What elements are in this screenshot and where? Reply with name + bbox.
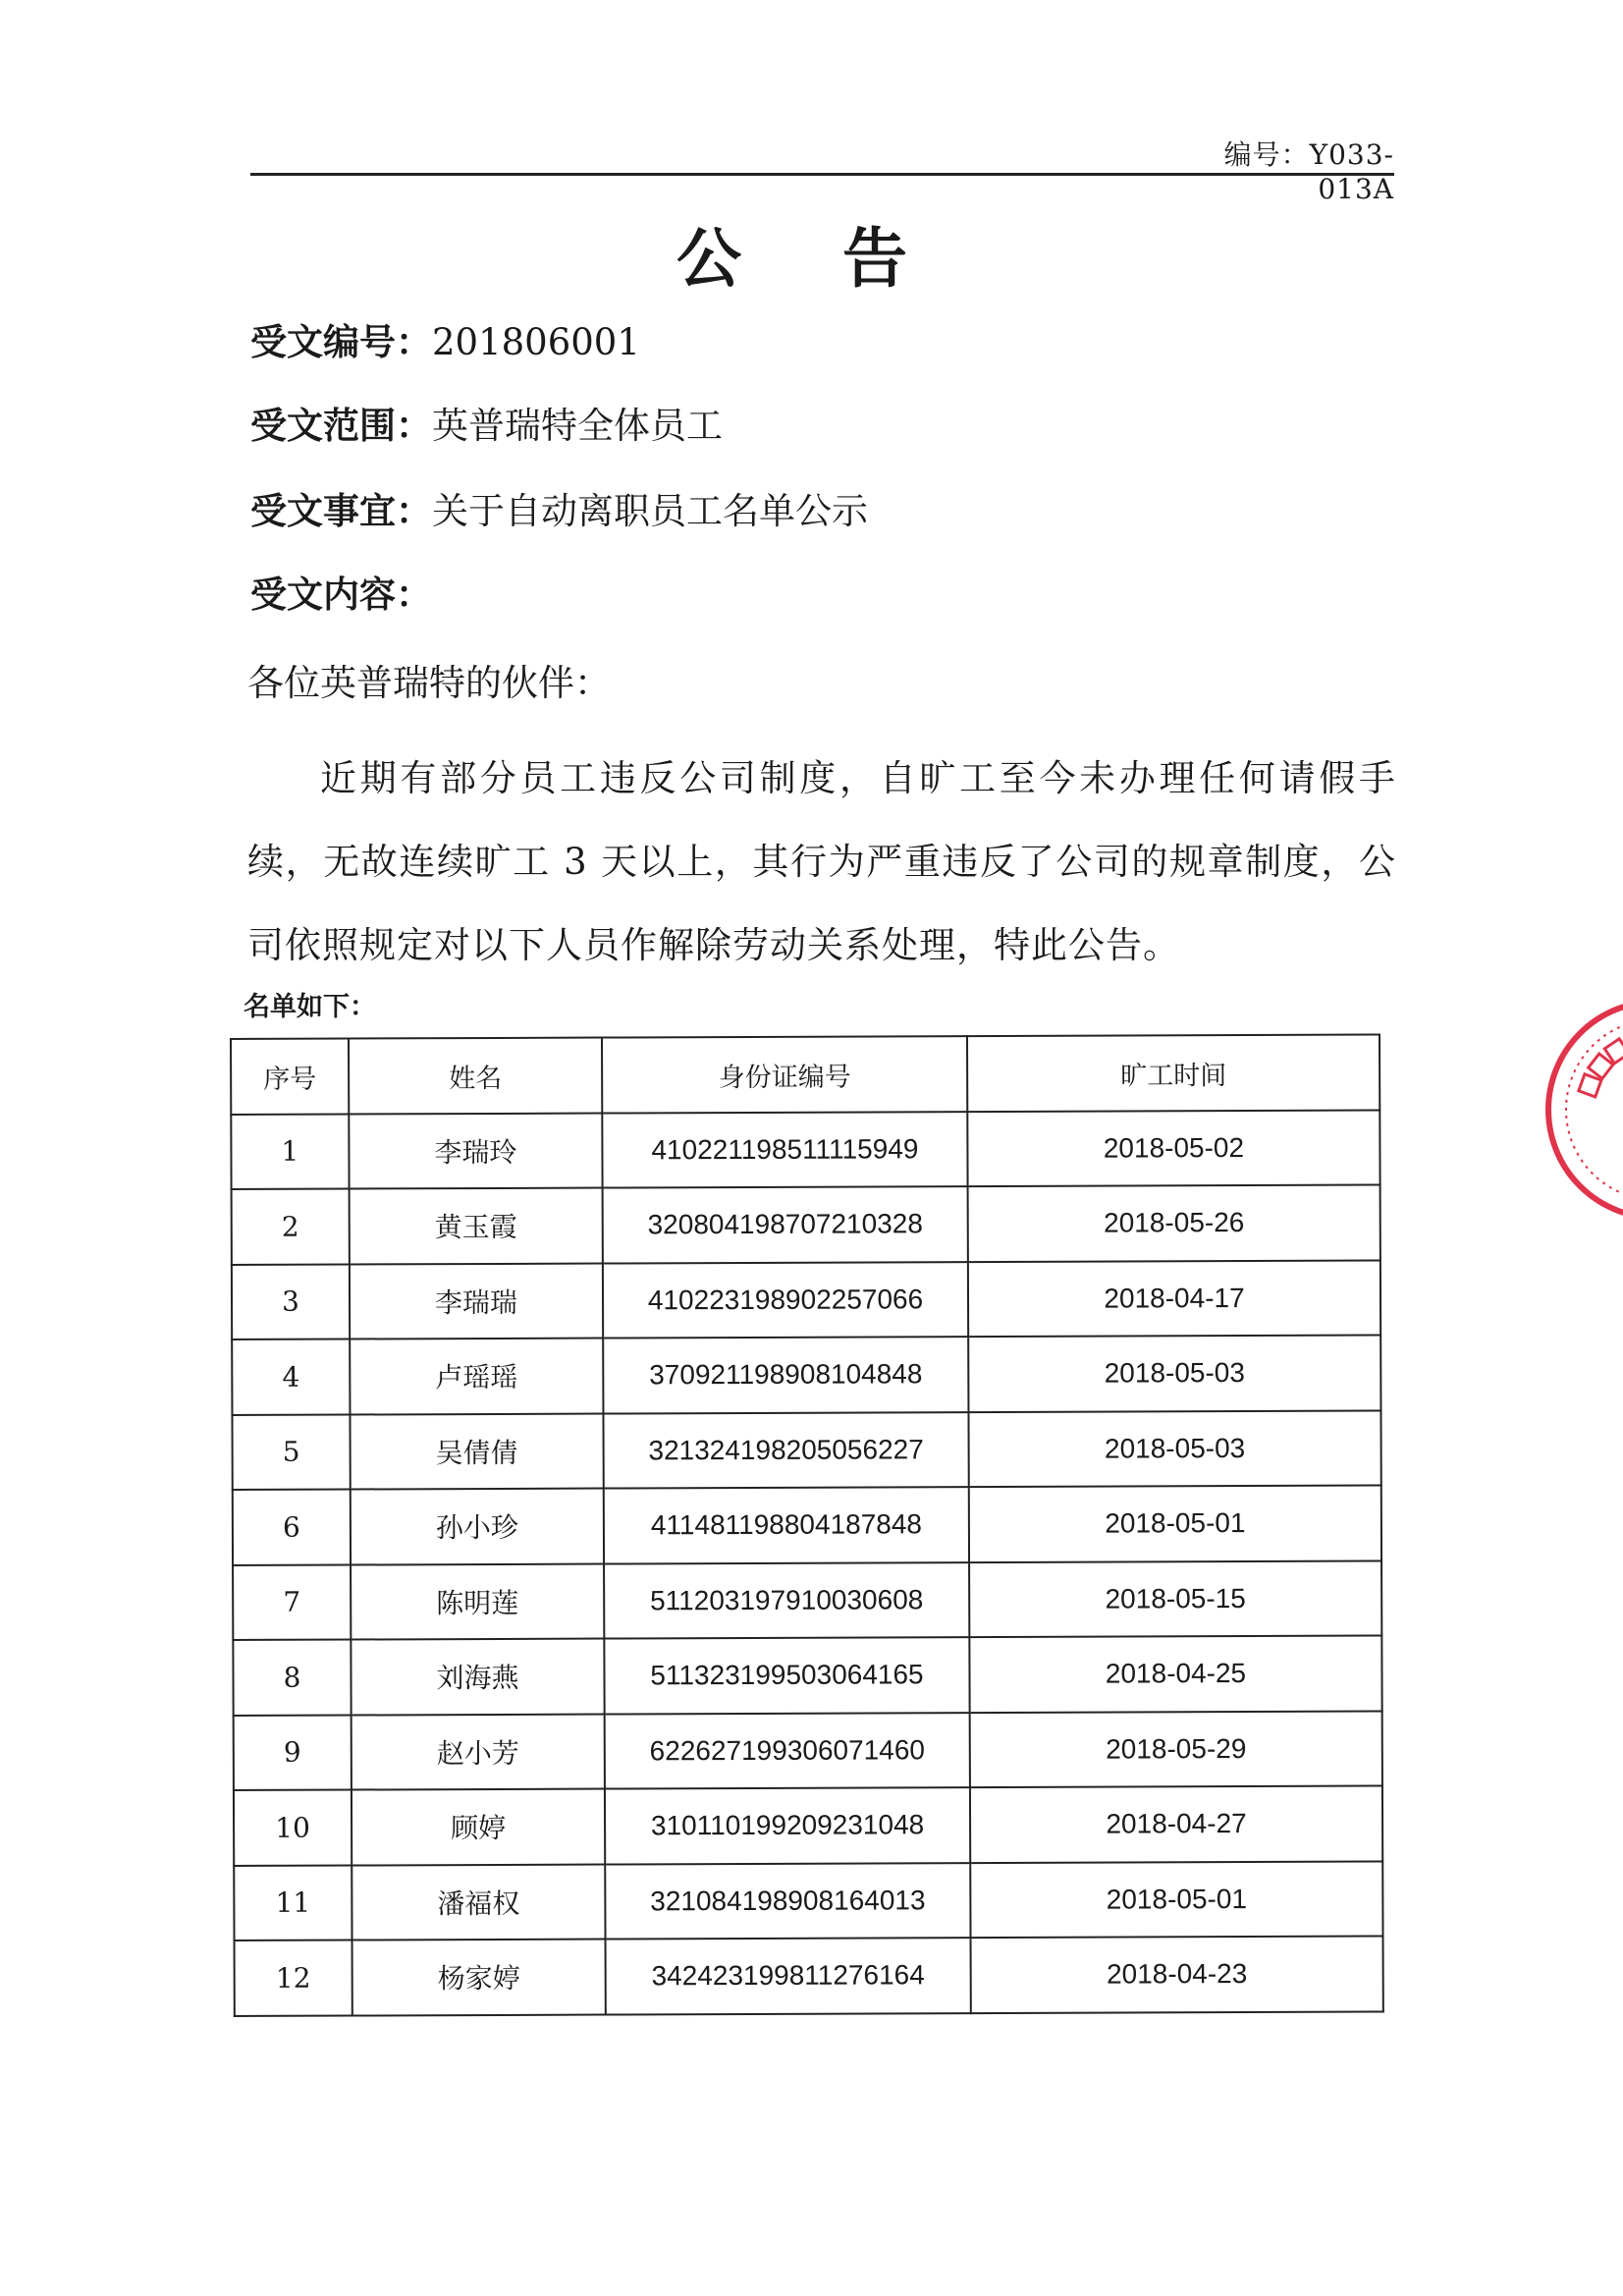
header-id-number: 身份证编号 xyxy=(602,1036,967,1113)
cell-id-number: 511203197910030608 xyxy=(604,1562,969,1639)
cell-index: 12 xyxy=(235,1941,352,2016)
cell-index: 7 xyxy=(233,1564,351,1640)
employee-table xyxy=(230,1033,1384,2016)
cell-id-number: 410223198902257066 xyxy=(603,1262,968,1339)
cell-absence-date: 2018-04-25 xyxy=(969,1635,1381,1712)
cell-index: 8 xyxy=(233,1640,351,1716)
table-row xyxy=(235,1936,1383,2015)
seal-inner-ring xyxy=(1566,1019,1623,1200)
cell-absence-date: 2018-05-03 xyxy=(968,1336,1380,1412)
cell-id-number: 321084198908164013 xyxy=(605,1863,970,1940)
table-row xyxy=(233,1486,1381,1565)
cell-index: 10 xyxy=(234,1790,352,1866)
table-row xyxy=(234,1861,1382,1941)
cell-name: 李瑞瑞 xyxy=(350,1263,603,1339)
cell-absence-date: 2018-04-27 xyxy=(970,1785,1382,1862)
cell-id-number: 342423199811276164 xyxy=(606,1938,971,2014)
header-name: 姓名 xyxy=(349,1038,602,1114)
cell-absence-date: 2018-05-29 xyxy=(970,1711,1382,1787)
field-value: 201806001 xyxy=(432,321,640,363)
field-label: 受文范围： xyxy=(250,405,432,447)
header-absence-date: 旷工时间 xyxy=(967,1035,1380,1112)
cell-index: 5 xyxy=(232,1414,350,1490)
company-seal-icon xyxy=(1534,987,1623,1232)
table-row xyxy=(232,1336,1380,1415)
greeting: 各位英普瑞特的伙伴： xyxy=(247,662,611,704)
cell-name: 黄玉霞 xyxy=(350,1188,603,1264)
field-doc-number xyxy=(250,312,640,365)
cell-id-number: 320804198707210328 xyxy=(603,1186,968,1263)
cell-name: 赵小芳 xyxy=(352,1714,605,1789)
table-row xyxy=(232,1410,1380,1490)
table-header-row xyxy=(231,1035,1380,1115)
cell-index: 2 xyxy=(232,1189,350,1265)
field-label: 受文编号： xyxy=(250,321,432,363)
cell-index: 11 xyxy=(234,1865,352,1941)
cell-name: 顾婷 xyxy=(352,1789,605,1865)
seal-ring xyxy=(1548,1002,1623,1218)
page-title: 公 告 xyxy=(676,221,947,297)
field-content xyxy=(250,565,432,618)
cell-absence-date: 2018-05-01 xyxy=(969,1486,1381,1562)
cell-name: 潘福权 xyxy=(352,1864,605,1940)
cell-name: 杨家婷 xyxy=(352,1940,606,2015)
cell-id-number: 370921198908104848 xyxy=(603,1337,968,1413)
field-scope xyxy=(250,396,723,449)
cell-index: 9 xyxy=(234,1715,352,1790)
cell-name: 李瑞玲 xyxy=(349,1113,602,1188)
cell-id-number: 321324198205056227 xyxy=(603,1412,968,1489)
list-label: 名单如下： xyxy=(243,992,376,1022)
cell-name: 孙小珍 xyxy=(351,1489,604,1564)
cell-id-number: 411481198804187848 xyxy=(604,1487,969,1563)
header-index: 序号 xyxy=(231,1039,349,1115)
cell-absence-date: 2018-04-17 xyxy=(968,1260,1380,1337)
table-row xyxy=(232,1260,1380,1339)
cell-id-number: 310110199209231048 xyxy=(605,1787,970,1864)
header-rule xyxy=(250,173,1394,176)
cell-absence-date: 2018-05-01 xyxy=(970,1861,1382,1938)
cell-index: 4 xyxy=(232,1339,350,1415)
table-row xyxy=(234,1711,1382,1790)
table-row xyxy=(233,1560,1381,1640)
cell-absence-date: 2018-05-02 xyxy=(967,1110,1380,1186)
document-number: 编号：Y033-013A xyxy=(1223,138,1394,205)
body-paragraph: 近期有部分员工违反公司制度，自旷工至今未办理任何请假手续，无故连续旷工 3 天以上，其行为严重违反了公司的规章制度，公司依照规定对以下人员作解除劳动关系处理，特此公告。 xyxy=(247,757,1396,966)
field-label: 受文事宜： xyxy=(250,490,432,532)
cell-absence-date: 2018-05-15 xyxy=(969,1560,1381,1637)
field-value: 关于自动离职员工名单公示 xyxy=(432,490,868,532)
table-row xyxy=(233,1635,1381,1715)
seal-marks xyxy=(1579,1030,1623,1102)
cell-absence-date: 2018-04-23 xyxy=(971,1936,1383,2012)
table-row xyxy=(231,1110,1380,1189)
cell-absence-date: 2018-05-26 xyxy=(968,1185,1380,1262)
field-subject xyxy=(250,481,868,534)
cell-id-number: 622627199306071460 xyxy=(605,1713,970,1789)
table-row xyxy=(232,1185,1380,1265)
cell-name: 刘海燕 xyxy=(351,1639,604,1715)
field-label: 受文内容： xyxy=(250,574,432,616)
cell-name: 陈明莲 xyxy=(351,1563,604,1639)
cell-index: 6 xyxy=(233,1490,351,1565)
table-row xyxy=(234,1785,1382,1865)
cell-name: 卢瑶瑶 xyxy=(350,1339,603,1414)
cell-id-number: 511323199503064165 xyxy=(604,1637,969,1714)
seal-character-mark xyxy=(1579,1074,1601,1097)
cell-index: 3 xyxy=(232,1264,350,1339)
cell-absence-date: 2018-05-03 xyxy=(968,1410,1380,1487)
field-value: 英普瑞特全体员工 xyxy=(432,405,723,447)
cell-id-number: 410221198511115949 xyxy=(602,1112,967,1188)
cell-name: 吴倩倩 xyxy=(350,1413,603,1489)
cell-index: 1 xyxy=(231,1114,349,1189)
